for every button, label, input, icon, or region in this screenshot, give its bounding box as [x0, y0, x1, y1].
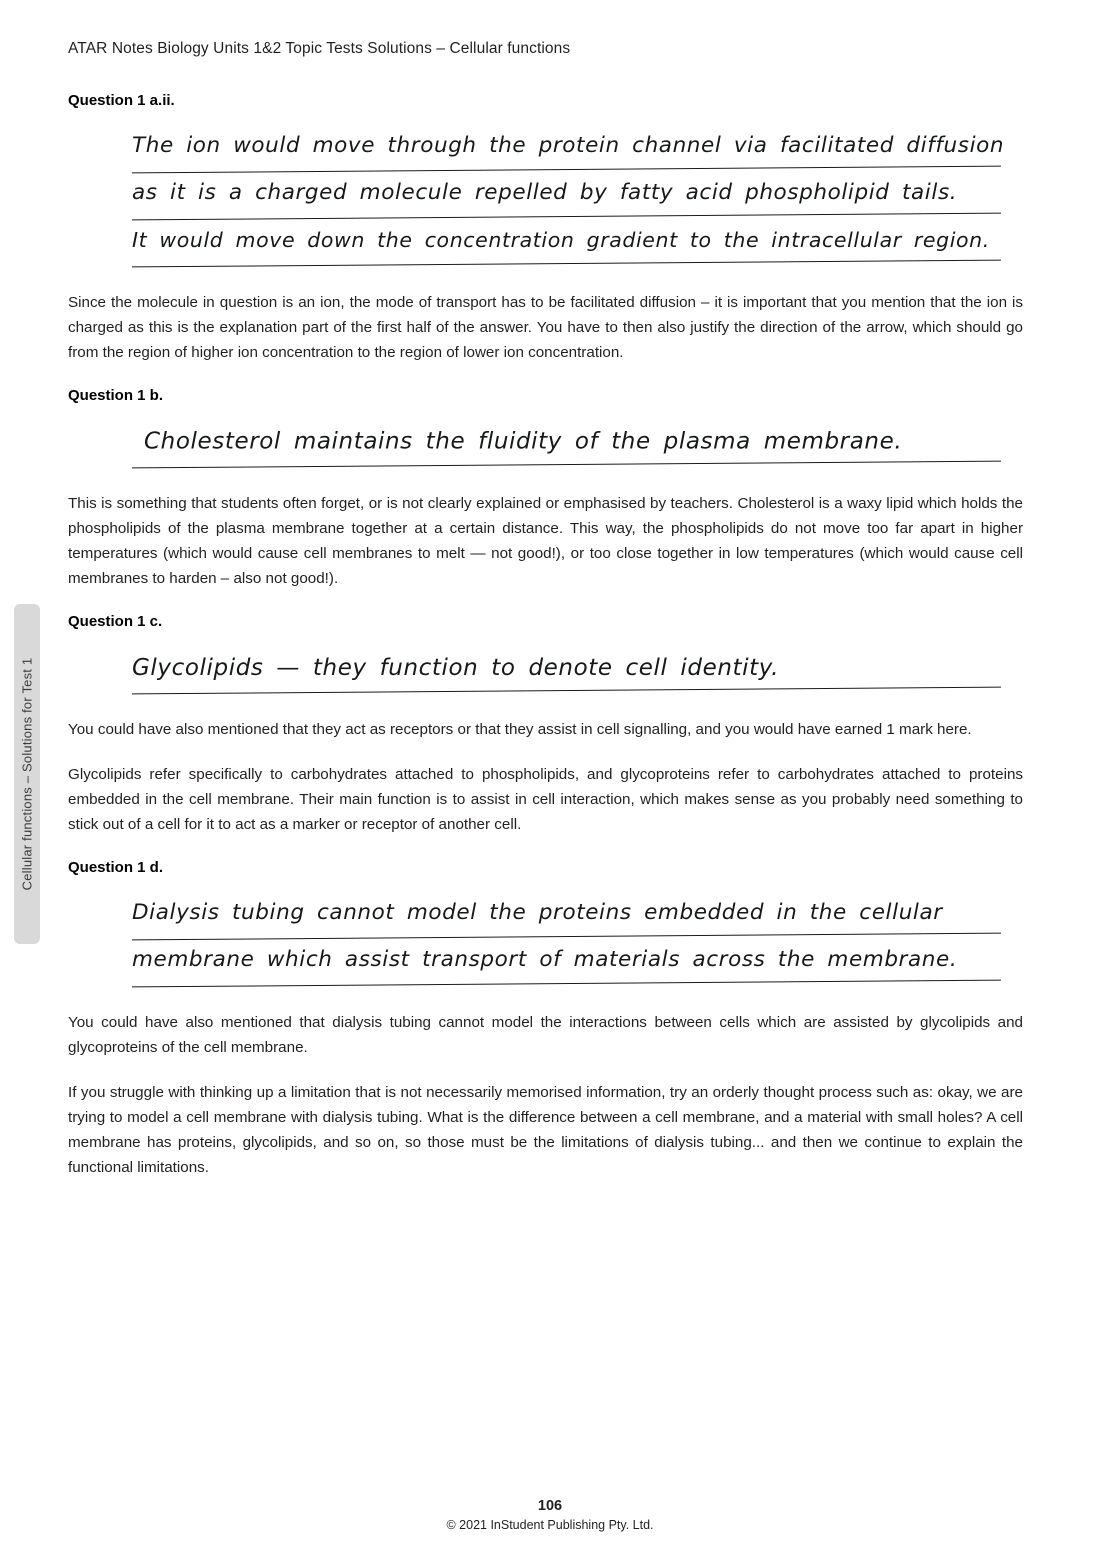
question-label: Question 1 b. — [68, 387, 164, 404]
handwritten-line — [132, 887, 1001, 941]
handwritten-line — [132, 214, 1001, 268]
handwritten-line-text: as it is a charged molecule repelled by fatty acid phospholipid tails. — [132, 180, 958, 206]
handwritten-line — [132, 167, 1001, 221]
question-section — [68, 387, 1023, 591]
handwritten-line — [132, 641, 1001, 695]
question-section — [68, 92, 1023, 365]
explanation-paragraph: This is something that students often forget, or is not clearly explained or emphasised by teachers. Cholesterol is a waxy lipid which holds the phospholipids of the plasma membrane together at a certain distance. This way, the phospholipids do not move too far apart in higher temperatures (which would cause cell membranes to melt — not good!), or too close together in low temperatures (which would cause cell membranes to harden – also not good!). — [68, 495, 1023, 587]
handwritten-line-text: It would move down the concentration gradient to the intracellular region. — [132, 228, 990, 253]
explanation-paragraph: You could have also mentioned that dialysis tubing cannot model the interactions between cells which are assisted by glycolipids and glycoproteins of the cell membrane. — [68, 1014, 1023, 1056]
page-footer — [0, 1498, 1100, 1532]
question-label: Question 1 d. — [68, 859, 164, 876]
copyright-notice: © 2021 InStudent Publishing Pty. Ltd. — [446, 1518, 654, 1532]
explanation-paragraph: If you struggle with thinking up a limitation that is not necessarily memorised information, try an orderly thought process such as: okay, we are trying to model a cell membrane with dialysis tubing. What is the difference between a cell membrane, and a material with small holes? A cell membrane has proteins, glycolipids, and so on, so those must be the limitations of dialysis tubing... and then we continue to explain the functional limitations. — [68, 1084, 1023, 1176]
explanation-paragraph: You could have also mentioned that they act as receptors or that they assist in cell signalling, and you would have earned 1 mark here. — [68, 721, 972, 738]
explanation-paragraph: Since the molecule in question is an ion, the mode of transport has to be facilitated diffusion – it is important that you mention that the ion is charged as this is the explanation part of the first half of the answer. You have to then also justify the direction of the arrow, which should go from the region of higher ion concentration to the region of lower ion concentration. — [68, 294, 1023, 361]
question-section — [68, 859, 1023, 1180]
section-side-tab — [14, 604, 40, 944]
handwritten-line — [132, 934, 1001, 988]
explanation-paragraph: Glycolipids refer specifically to carbohydrates attached to phospholipids, and glycoproteins refer to carbohydrates attached to proteins embedded in the cell membrane. Their main function is to assist in cell interaction, which makes sense as you probably need something to stick out of a cell for it to act as a marker or receptor of another cell. — [68, 766, 1023, 833]
handwritten-line-text: The ion would move through the protein channel via facilitated diffusion — [132, 132, 1005, 158]
question-label: Question 1 c. — [68, 613, 163, 630]
section-side-tab-label: Cellular functions – Solutions for Test 1 — [19, 657, 35, 891]
handwritten-line — [132, 120, 1005, 174]
handwritten-answer — [68, 890, 1023, 984]
handwritten-line-text: Dialysis tubing cannot model the proteins embedded in the cellular — [132, 900, 943, 926]
handwritten-answer — [68, 418, 1023, 465]
question-section — [68, 613, 1023, 837]
document-content — [68, 92, 1023, 1202]
handwritten-line — [132, 415, 1001, 469]
page-number: 106 — [537, 1498, 563, 1514]
page-header: ATAR Notes Biology Units 1&2 Topic Tests Solutions – Cellular functions — [68, 40, 571, 57]
handwritten-answer — [68, 123, 1023, 264]
handwritten-line-text: Cholesterol maintains the fluidity of the plasma membrane. — [144, 428, 903, 455]
handwritten-line-text: membrane which assist transport of materials across the membrane. — [132, 947, 958, 973]
handwritten-answer — [68, 644, 1023, 691]
handwritten-line-text: Glycolipids — they function to denote cell identity. — [132, 654, 780, 681]
question-label: Question 1 a.ii. — [68, 92, 175, 109]
